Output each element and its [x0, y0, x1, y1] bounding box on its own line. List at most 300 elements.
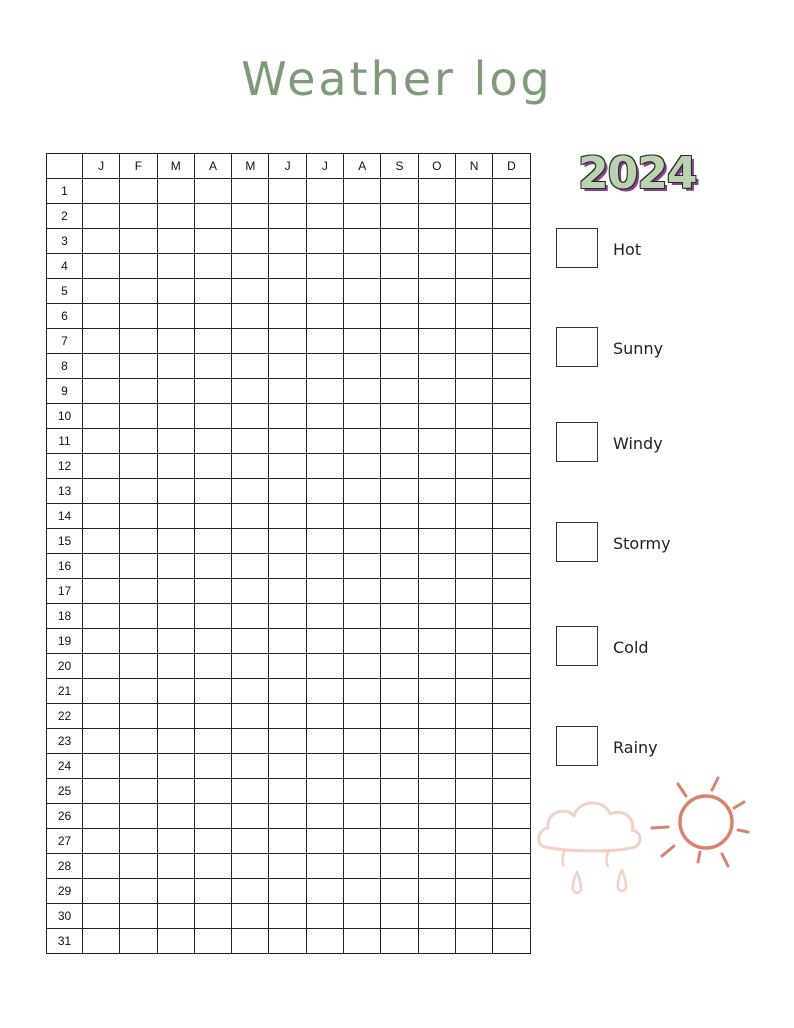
log-cell[interactable]	[232, 804, 269, 829]
log-cell[interactable]	[418, 179, 455, 204]
log-cell[interactable]	[344, 679, 381, 704]
log-cell[interactable]	[306, 254, 343, 279]
log-cell[interactable]	[418, 504, 455, 529]
log-cell[interactable]	[381, 329, 418, 354]
log-cell[interactable]	[381, 754, 418, 779]
log-cell[interactable]	[83, 854, 120, 879]
log-cell[interactable]	[418, 404, 455, 429]
log-cell[interactable]	[194, 454, 231, 479]
log-cell[interactable]	[344, 454, 381, 479]
log-cell[interactable]	[306, 479, 343, 504]
log-cell[interactable]	[306, 754, 343, 779]
log-cell[interactable]	[232, 304, 269, 329]
log-cell[interactable]	[455, 329, 492, 354]
log-cell[interactable]	[83, 804, 120, 829]
log-cell[interactable]	[418, 429, 455, 454]
log-cell[interactable]	[306, 879, 343, 904]
log-cell[interactable]	[120, 679, 157, 704]
log-cell[interactable]	[418, 704, 455, 729]
log-cell[interactable]	[381, 904, 418, 929]
log-cell[interactable]	[120, 579, 157, 604]
log-cell[interactable]	[83, 229, 120, 254]
log-cell[interactable]	[455, 504, 492, 529]
log-cell[interactable]	[493, 554, 530, 579]
log-cell[interactable]	[157, 254, 194, 279]
log-cell[interactable]	[493, 479, 530, 504]
log-cell[interactable]	[418, 754, 455, 779]
log-cell[interactable]	[232, 204, 269, 229]
log-cell[interactable]	[418, 604, 455, 629]
log-cell[interactable]	[194, 304, 231, 329]
log-cell[interactable]	[455, 779, 492, 804]
log-cell[interactable]	[306, 179, 343, 204]
log-cell[interactable]	[381, 704, 418, 729]
log-cell[interactable]	[269, 529, 306, 554]
log-cell[interactable]	[232, 604, 269, 629]
log-cell[interactable]	[455, 679, 492, 704]
log-cell[interactable]	[232, 454, 269, 479]
log-cell[interactable]	[194, 254, 231, 279]
log-cell[interactable]	[120, 829, 157, 854]
log-cell[interactable]	[306, 854, 343, 879]
log-cell[interactable]	[269, 479, 306, 504]
log-cell[interactable]	[381, 729, 418, 754]
log-cell[interactable]	[120, 629, 157, 654]
log-cell[interactable]	[455, 304, 492, 329]
log-cell[interactable]	[418, 629, 455, 654]
log-cell[interactable]	[344, 804, 381, 829]
log-cell[interactable]	[157, 429, 194, 454]
log-cell[interactable]	[269, 279, 306, 304]
log-cell[interactable]	[493, 879, 530, 904]
log-cell[interactable]	[418, 879, 455, 904]
log-cell[interactable]	[157, 829, 194, 854]
log-cell[interactable]	[157, 329, 194, 354]
log-cell[interactable]	[493, 429, 530, 454]
log-cell[interactable]	[232, 529, 269, 554]
log-cell[interactable]	[344, 304, 381, 329]
log-cell[interactable]	[344, 479, 381, 504]
log-cell[interactable]	[493, 204, 530, 229]
log-cell[interactable]	[344, 504, 381, 529]
log-cell[interactable]	[232, 279, 269, 304]
log-cell[interactable]	[194, 179, 231, 204]
log-cell[interactable]	[83, 204, 120, 229]
log-cell[interactable]	[306, 454, 343, 479]
log-cell[interactable]	[381, 529, 418, 554]
log-cell[interactable]	[120, 329, 157, 354]
log-cell[interactable]	[418, 254, 455, 279]
log-cell[interactable]	[232, 429, 269, 454]
log-cell[interactable]	[306, 379, 343, 404]
log-cell[interactable]	[418, 854, 455, 879]
log-cell[interactable]	[455, 829, 492, 854]
log-cell[interactable]	[493, 254, 530, 279]
legend-checkbox[interactable]	[556, 522, 598, 562]
log-cell[interactable]	[493, 679, 530, 704]
log-cell[interactable]	[381, 379, 418, 404]
log-cell[interactable]	[83, 604, 120, 629]
log-cell[interactable]	[157, 879, 194, 904]
log-cell[interactable]	[455, 729, 492, 754]
log-cell[interactable]	[120, 204, 157, 229]
log-cell[interactable]	[83, 904, 120, 929]
log-cell[interactable]	[269, 679, 306, 704]
log-cell[interactable]	[157, 554, 194, 579]
log-cell[interactable]	[306, 929, 343, 954]
legend-checkbox[interactable]	[556, 626, 598, 666]
log-cell[interactable]	[381, 229, 418, 254]
log-cell[interactable]	[157, 479, 194, 504]
log-cell[interactable]	[344, 829, 381, 854]
log-cell[interactable]	[306, 354, 343, 379]
log-cell[interactable]	[83, 329, 120, 354]
log-cell[interactable]	[455, 379, 492, 404]
log-cell[interactable]	[83, 504, 120, 529]
legend-checkbox[interactable]	[556, 422, 598, 462]
log-cell[interactable]	[194, 654, 231, 679]
log-cell[interactable]	[269, 629, 306, 654]
log-cell[interactable]	[418, 804, 455, 829]
log-cell[interactable]	[232, 829, 269, 854]
log-cell[interactable]	[269, 729, 306, 754]
log-cell[interactable]	[455, 804, 492, 829]
log-cell[interactable]	[83, 454, 120, 479]
log-cell[interactable]	[269, 854, 306, 879]
log-cell[interactable]	[83, 479, 120, 504]
log-cell[interactable]	[232, 179, 269, 204]
log-cell[interactable]	[232, 929, 269, 954]
log-cell[interactable]	[120, 854, 157, 879]
log-cell[interactable]	[83, 579, 120, 604]
log-cell[interactable]	[455, 404, 492, 429]
log-cell[interactable]	[157, 504, 194, 529]
log-cell[interactable]	[157, 704, 194, 729]
log-cell[interactable]	[418, 529, 455, 554]
log-cell[interactable]	[120, 729, 157, 754]
log-cell[interactable]	[269, 429, 306, 454]
log-cell[interactable]	[269, 254, 306, 279]
log-cell[interactable]	[344, 779, 381, 804]
log-cell[interactable]	[120, 454, 157, 479]
log-cell[interactable]	[418, 204, 455, 229]
log-cell[interactable]	[455, 579, 492, 604]
log-cell[interactable]	[455, 929, 492, 954]
log-cell[interactable]	[344, 529, 381, 554]
log-cell[interactable]	[269, 329, 306, 354]
log-cell[interactable]	[232, 879, 269, 904]
log-cell[interactable]	[83, 704, 120, 729]
log-cell[interactable]	[232, 754, 269, 779]
log-cell[interactable]	[381, 254, 418, 279]
log-cell[interactable]	[194, 379, 231, 404]
log-cell[interactable]	[269, 654, 306, 679]
log-cell[interactable]	[83, 654, 120, 679]
log-cell[interactable]	[232, 704, 269, 729]
log-cell[interactable]	[344, 854, 381, 879]
log-cell[interactable]	[418, 904, 455, 929]
log-cell[interactable]	[194, 754, 231, 779]
log-cell[interactable]	[493, 804, 530, 829]
log-cell[interactable]	[418, 379, 455, 404]
log-cell[interactable]	[493, 529, 530, 554]
log-cell[interactable]	[381, 629, 418, 654]
log-cell[interactable]	[493, 454, 530, 479]
log-cell[interactable]	[381, 879, 418, 904]
log-cell[interactable]	[120, 704, 157, 729]
log-cell[interactable]	[493, 629, 530, 654]
log-cell[interactable]	[344, 729, 381, 754]
log-cell[interactable]	[232, 729, 269, 754]
log-cell[interactable]	[157, 229, 194, 254]
log-cell[interactable]	[344, 279, 381, 304]
log-cell[interactable]	[381, 779, 418, 804]
log-cell[interactable]	[344, 354, 381, 379]
log-cell[interactable]	[493, 229, 530, 254]
log-cell[interactable]	[120, 229, 157, 254]
log-cell[interactable]	[493, 829, 530, 854]
log-cell[interactable]	[418, 454, 455, 479]
log-cell[interactable]	[493, 654, 530, 679]
log-cell[interactable]	[381, 554, 418, 579]
log-cell[interactable]	[157, 204, 194, 229]
log-cell[interactable]	[306, 829, 343, 854]
log-cell[interactable]	[381, 804, 418, 829]
log-cell[interactable]	[455, 604, 492, 629]
log-cell[interactable]	[194, 429, 231, 454]
log-cell[interactable]	[157, 404, 194, 429]
log-cell[interactable]	[157, 729, 194, 754]
log-cell[interactable]	[306, 304, 343, 329]
log-cell[interactable]	[306, 904, 343, 929]
log-cell[interactable]	[232, 504, 269, 529]
log-cell[interactable]	[418, 329, 455, 354]
log-cell[interactable]	[418, 554, 455, 579]
log-cell[interactable]	[83, 554, 120, 579]
log-cell[interactable]	[120, 379, 157, 404]
log-cell[interactable]	[381, 504, 418, 529]
legend-checkbox[interactable]	[556, 228, 598, 268]
log-cell[interactable]	[83, 179, 120, 204]
log-cell[interactable]	[83, 629, 120, 654]
log-cell[interactable]	[344, 554, 381, 579]
log-cell[interactable]	[418, 929, 455, 954]
log-cell[interactable]	[306, 404, 343, 429]
log-cell[interactable]	[194, 279, 231, 304]
log-cell[interactable]	[120, 879, 157, 904]
log-cell[interactable]	[418, 579, 455, 604]
log-cell[interactable]	[381, 829, 418, 854]
log-cell[interactable]	[232, 379, 269, 404]
log-cell[interactable]	[306, 554, 343, 579]
log-cell[interactable]	[157, 804, 194, 829]
log-cell[interactable]	[269, 204, 306, 229]
log-cell[interactable]	[418, 729, 455, 754]
log-cell[interactable]	[83, 354, 120, 379]
log-cell[interactable]	[194, 679, 231, 704]
log-cell[interactable]	[232, 354, 269, 379]
log-cell[interactable]	[120, 904, 157, 929]
log-cell[interactable]	[120, 529, 157, 554]
log-cell[interactable]	[493, 329, 530, 354]
log-cell[interactable]	[344, 604, 381, 629]
log-cell[interactable]	[269, 454, 306, 479]
log-cell[interactable]	[232, 904, 269, 929]
log-cell[interactable]	[306, 429, 343, 454]
log-cell[interactable]	[232, 479, 269, 504]
log-cell[interactable]	[194, 529, 231, 554]
log-cell[interactable]	[83, 679, 120, 704]
log-cell[interactable]	[157, 579, 194, 604]
log-cell[interactable]	[232, 654, 269, 679]
log-cell[interactable]	[455, 454, 492, 479]
log-cell[interactable]	[381, 929, 418, 954]
log-cell[interactable]	[455, 704, 492, 729]
legend-checkbox[interactable]	[556, 726, 598, 766]
log-cell[interactable]	[306, 279, 343, 304]
log-cell[interactable]	[232, 254, 269, 279]
log-cell[interactable]	[157, 454, 194, 479]
log-cell[interactable]	[306, 804, 343, 829]
log-cell[interactable]	[269, 354, 306, 379]
log-cell[interactable]	[194, 404, 231, 429]
log-cell[interactable]	[269, 779, 306, 804]
log-cell[interactable]	[306, 704, 343, 729]
log-cell[interactable]	[344, 904, 381, 929]
log-cell[interactable]	[344, 654, 381, 679]
log-cell[interactable]	[194, 329, 231, 354]
log-cell[interactable]	[455, 654, 492, 679]
log-cell[interactable]	[455, 904, 492, 929]
log-cell[interactable]	[306, 654, 343, 679]
log-cell[interactable]	[455, 854, 492, 879]
log-cell[interactable]	[344, 179, 381, 204]
log-cell[interactable]	[418, 679, 455, 704]
log-cell[interactable]	[194, 854, 231, 879]
log-cell[interactable]	[455, 754, 492, 779]
log-cell[interactable]	[194, 929, 231, 954]
log-cell[interactable]	[269, 879, 306, 904]
log-cell[interactable]	[157, 279, 194, 304]
log-cell[interactable]	[493, 854, 530, 879]
log-cell[interactable]	[269, 304, 306, 329]
log-cell[interactable]	[120, 779, 157, 804]
log-cell[interactable]	[83, 379, 120, 404]
log-cell[interactable]	[381, 454, 418, 479]
log-cell[interactable]	[344, 629, 381, 654]
log-cell[interactable]	[120, 654, 157, 679]
log-cell[interactable]	[83, 754, 120, 779]
log-cell[interactable]	[232, 679, 269, 704]
legend-checkbox[interactable]	[556, 327, 598, 367]
log-cell[interactable]	[493, 379, 530, 404]
log-cell[interactable]	[194, 204, 231, 229]
log-cell[interactable]	[418, 654, 455, 679]
log-cell[interactable]	[83, 879, 120, 904]
log-cell[interactable]	[306, 529, 343, 554]
log-cell[interactable]	[493, 754, 530, 779]
log-cell[interactable]	[493, 354, 530, 379]
log-cell[interactable]	[418, 229, 455, 254]
log-cell[interactable]	[120, 429, 157, 454]
log-cell[interactable]	[120, 404, 157, 429]
log-cell[interactable]	[381, 429, 418, 454]
log-cell[interactable]	[493, 279, 530, 304]
log-cell[interactable]	[120, 929, 157, 954]
log-cell[interactable]	[455, 354, 492, 379]
log-cell[interactable]	[493, 929, 530, 954]
log-cell[interactable]	[194, 229, 231, 254]
log-cell[interactable]	[194, 579, 231, 604]
log-cell[interactable]	[306, 504, 343, 529]
log-cell[interactable]	[455, 879, 492, 904]
log-cell[interactable]	[120, 604, 157, 629]
log-cell[interactable]	[306, 629, 343, 654]
log-cell[interactable]	[455, 179, 492, 204]
log-cell[interactable]	[194, 479, 231, 504]
log-cell[interactable]	[83, 829, 120, 854]
log-cell[interactable]	[381, 179, 418, 204]
log-cell[interactable]	[194, 904, 231, 929]
log-cell[interactable]	[381, 654, 418, 679]
log-cell[interactable]	[232, 854, 269, 879]
log-cell[interactable]	[418, 354, 455, 379]
log-cell[interactable]	[232, 579, 269, 604]
log-cell[interactable]	[83, 429, 120, 454]
log-cell[interactable]	[418, 779, 455, 804]
log-cell[interactable]	[344, 754, 381, 779]
log-cell[interactable]	[306, 679, 343, 704]
log-cell[interactable]	[194, 729, 231, 754]
log-cell[interactable]	[120, 554, 157, 579]
log-cell[interactable]	[157, 779, 194, 804]
log-cell[interactable]	[157, 629, 194, 654]
log-cell[interactable]	[157, 929, 194, 954]
log-cell[interactable]	[344, 404, 381, 429]
log-cell[interactable]	[157, 529, 194, 554]
log-cell[interactable]	[344, 879, 381, 904]
log-cell[interactable]	[381, 579, 418, 604]
log-cell[interactable]	[306, 204, 343, 229]
log-cell[interactable]	[269, 704, 306, 729]
log-cell[interactable]	[493, 179, 530, 204]
log-cell[interactable]	[232, 554, 269, 579]
log-cell[interactable]	[455, 429, 492, 454]
log-cell[interactable]	[269, 504, 306, 529]
log-cell[interactable]	[194, 629, 231, 654]
log-cell[interactable]	[381, 304, 418, 329]
log-cell[interactable]	[120, 354, 157, 379]
log-cell[interactable]	[120, 479, 157, 504]
log-cell[interactable]	[418, 279, 455, 304]
log-cell[interactable]	[269, 229, 306, 254]
log-cell[interactable]	[120, 304, 157, 329]
log-cell[interactable]	[83, 404, 120, 429]
log-cell[interactable]	[194, 879, 231, 904]
log-cell[interactable]	[493, 704, 530, 729]
log-cell[interactable]	[269, 404, 306, 429]
log-cell[interactable]	[493, 504, 530, 529]
log-cell[interactable]	[269, 579, 306, 604]
log-cell[interactable]	[344, 229, 381, 254]
log-cell[interactable]	[344, 429, 381, 454]
log-cell[interactable]	[157, 354, 194, 379]
log-cell[interactable]	[269, 829, 306, 854]
log-cell[interactable]	[493, 579, 530, 604]
log-cell[interactable]	[306, 229, 343, 254]
log-cell[interactable]	[381, 354, 418, 379]
log-cell[interactable]	[232, 779, 269, 804]
